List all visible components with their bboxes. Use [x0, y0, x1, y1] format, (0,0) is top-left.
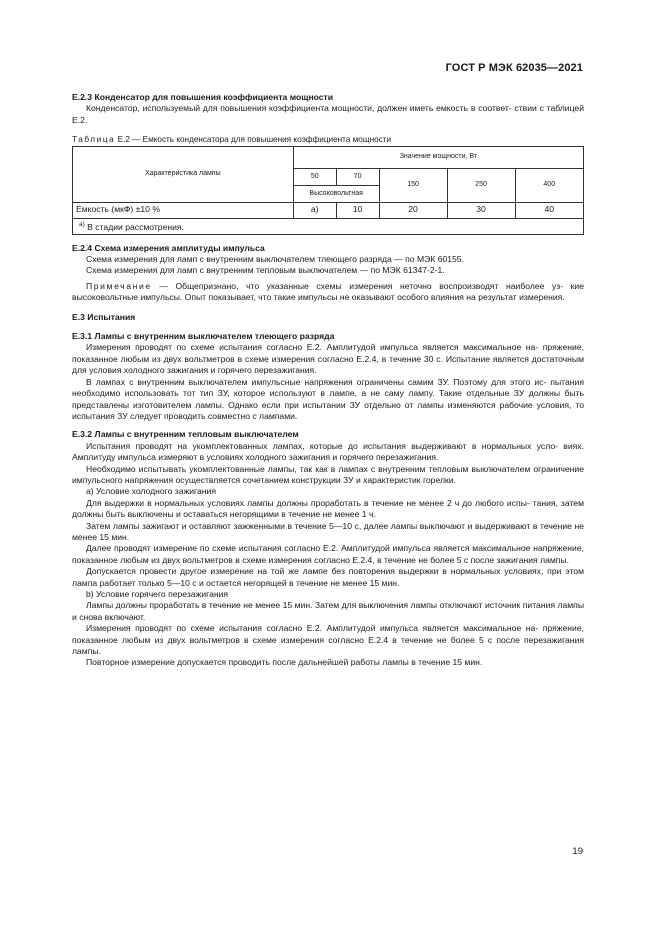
note-text: — Общепризнано, что указанные схемы измерения неточно воспроизводят наиболее уз- кие высоковольтные импульсы. Опыт показывает, что такие импульсы не оказывают особого влияния на результат измерения. — [72, 280, 584, 303]
paragraph-e32-2: Необходимо испытывать укомплектованные лампы, так как в лампах с внутренним тепловым выключателем ограничение импульсного напряжения осуществляется сочетанием конструкции ЗУ и характеристик горелки. — [72, 463, 584, 485]
paragraph-e32-7: Допускается провести другое измерение на той же лампе без повторения выдержки в нормальных условиях, при этом лампа работает только 5—10 с и остается негорящей в течение не менее 15 мин. — [72, 566, 584, 588]
paragraph-e24-line1: Схема измерения для ламп с внутренним выключателем тлеющего разряда — по МЭК 60155. — [86, 254, 464, 265]
table-col-70: 70 — [336, 168, 379, 185]
heading-e31: Е.3.1 Лампы с внутренним выключателем тлеющего разряда — [72, 331, 335, 342]
paragraph-e32-4: Для выдержки в нормальных условиях лампы должны проработать в течение не менее 2 ч до любого испы- тания, затем должны быть выключены и оставаться негорящими в течение не менее 1 ч. — [72, 497, 584, 520]
table-col-400: 400 — [515, 168, 584, 202]
table-caption — [72, 134, 584, 145]
paragraph-e31-1: Измерения проводят по схеме испытания согласно Е.2. Амплитудой импульса является максимальное на- пряжение, показанное любым из двух вольтметров в схеме измерения согласно Е.2.4, в течение 30 с. Испытание является достаточным для условия холодного зажигания и горячего перезажигания. — [72, 342, 584, 376]
heading-e24: Е.2.4 Схема измерения амплитуды импульса — [72, 242, 265, 253]
paragraph-e32-5: Затем лампы зажигают и оставляют зажженными в течение 5—10 с, далее лампы выключают и выдерживают в течение не менее 15 мин. — [72, 520, 584, 542]
paragraph-e32-6: Далее проводят измерение по схеме испытания согласно Е.2. Амплитудой импульса является максимальное напряжение, показанное любым из двух вольтметров в схеме измерения согласно Е.2.4, в течение не более 5 с после зажигания лампы. — [72, 543, 584, 565]
heading-e32: Е.3.2 Лампы с внутренним тепловым выключателем — [72, 429, 299, 440]
paragraph-e32-1: Испытания проводят на укомплектованных лампах, которые до испытания выдерживают в нормальных усло- виях. Амплитуду импульса измеряют в условиях холодного зажигания и горячего перезажигания. — [72, 440, 584, 463]
paragraph-e24-line2: Схема измерения для ламп с внутренним тепловым выключателем — по МЭК 61347-2-1. — [86, 265, 445, 276]
paragraph-e32-8: b) Условие горячего перезажигания — [86, 589, 229, 599]
footnote-text: В стадии рассмотрения. — [87, 221, 184, 232]
heading-e23: Е.2.3 Конденсатор для повышения коэффициента мощности — [72, 92, 334, 102]
footnote-mark: а) — [79, 220, 85, 228]
table-cell: 10 — [336, 202, 379, 218]
table-footnote — [73, 218, 584, 234]
paragraph-e32-11: Повторное измерение допускается проводить после дальнейшей работы лампы в течение 15 мин. — [86, 657, 483, 668]
note-e24 — [72, 281, 584, 304]
table-cell-note-ref: а) — [293, 202, 336, 218]
table-caption-label: Таблица — [72, 135, 116, 145]
table-col-50: 50 — [293, 168, 336, 185]
table-row-header: Характеристика лампы — [73, 146, 294, 202]
paragraph-e32-10: Измерения проводят по схеме испытания согласно Е.2. Амплитудой импульса является максимальное на- пряжение, показанное любым из двух вольтметров в схеме измерения согласно Е.2.4 в течение не более 5 с после перезажигания лампы. — [72, 623, 584, 657]
table-col-250: 250 — [447, 168, 515, 202]
capacitor-table — [72, 146, 584, 235]
page-number: 19 — [572, 846, 583, 857]
table-cell: 40 — [515, 202, 584, 218]
paragraph-e31-2: В лампах с внутренним выключателем импульсные напряжения ограничены самим ЗУ. Поэтому для этого ис- пытания необходимо использовать тот тип ЗУ, которое используют в лампе, а не саму лампу. Такие отдельные ЗУ должны быть представлены изготовителем лампы. Однако если при испытании ЗУ отдельно от лампы изменяются рабочие условия, то испытания ЗУ следует проводить совместно с лампами. — [72, 376, 584, 421]
page-content — [72, 92, 584, 669]
table-power-header: Значение мощности, Вт — [293, 146, 583, 168]
paragraph-e32-9: Лампы должны проработать в течение не менее 15 мин. Затем для выключения лампы отключают источник питания лампы и снова включают. — [72, 600, 584, 622]
table-hv-label: Высоковольтная — [293, 185, 379, 202]
paragraph-e32-3: а) Условие холодного зажигания — [86, 486, 216, 497]
table-row-label: Емкость (мкФ) ±10 % — [73, 202, 294, 218]
paragraph-e23: Конденсатор, используемый для повышения коэффициента мощности, должен иметь емкость в соответ- ствии с таблицей Е.2. — [72, 103, 584, 125]
note-label: Примечание — [86, 280, 152, 291]
table-cell: 20 — [379, 202, 447, 218]
table-col-150: 150 — [379, 168, 447, 202]
table-cell: 30 — [447, 202, 515, 218]
document-code: ГОСТ Р МЭК 62035—2021 — [445, 62, 583, 74]
table-caption-text: Е.2 — Емкость конденсатора для повышения коэффициента мощности — [117, 135, 392, 145]
heading-e3: Е.3 Испытания — [72, 311, 136, 322]
